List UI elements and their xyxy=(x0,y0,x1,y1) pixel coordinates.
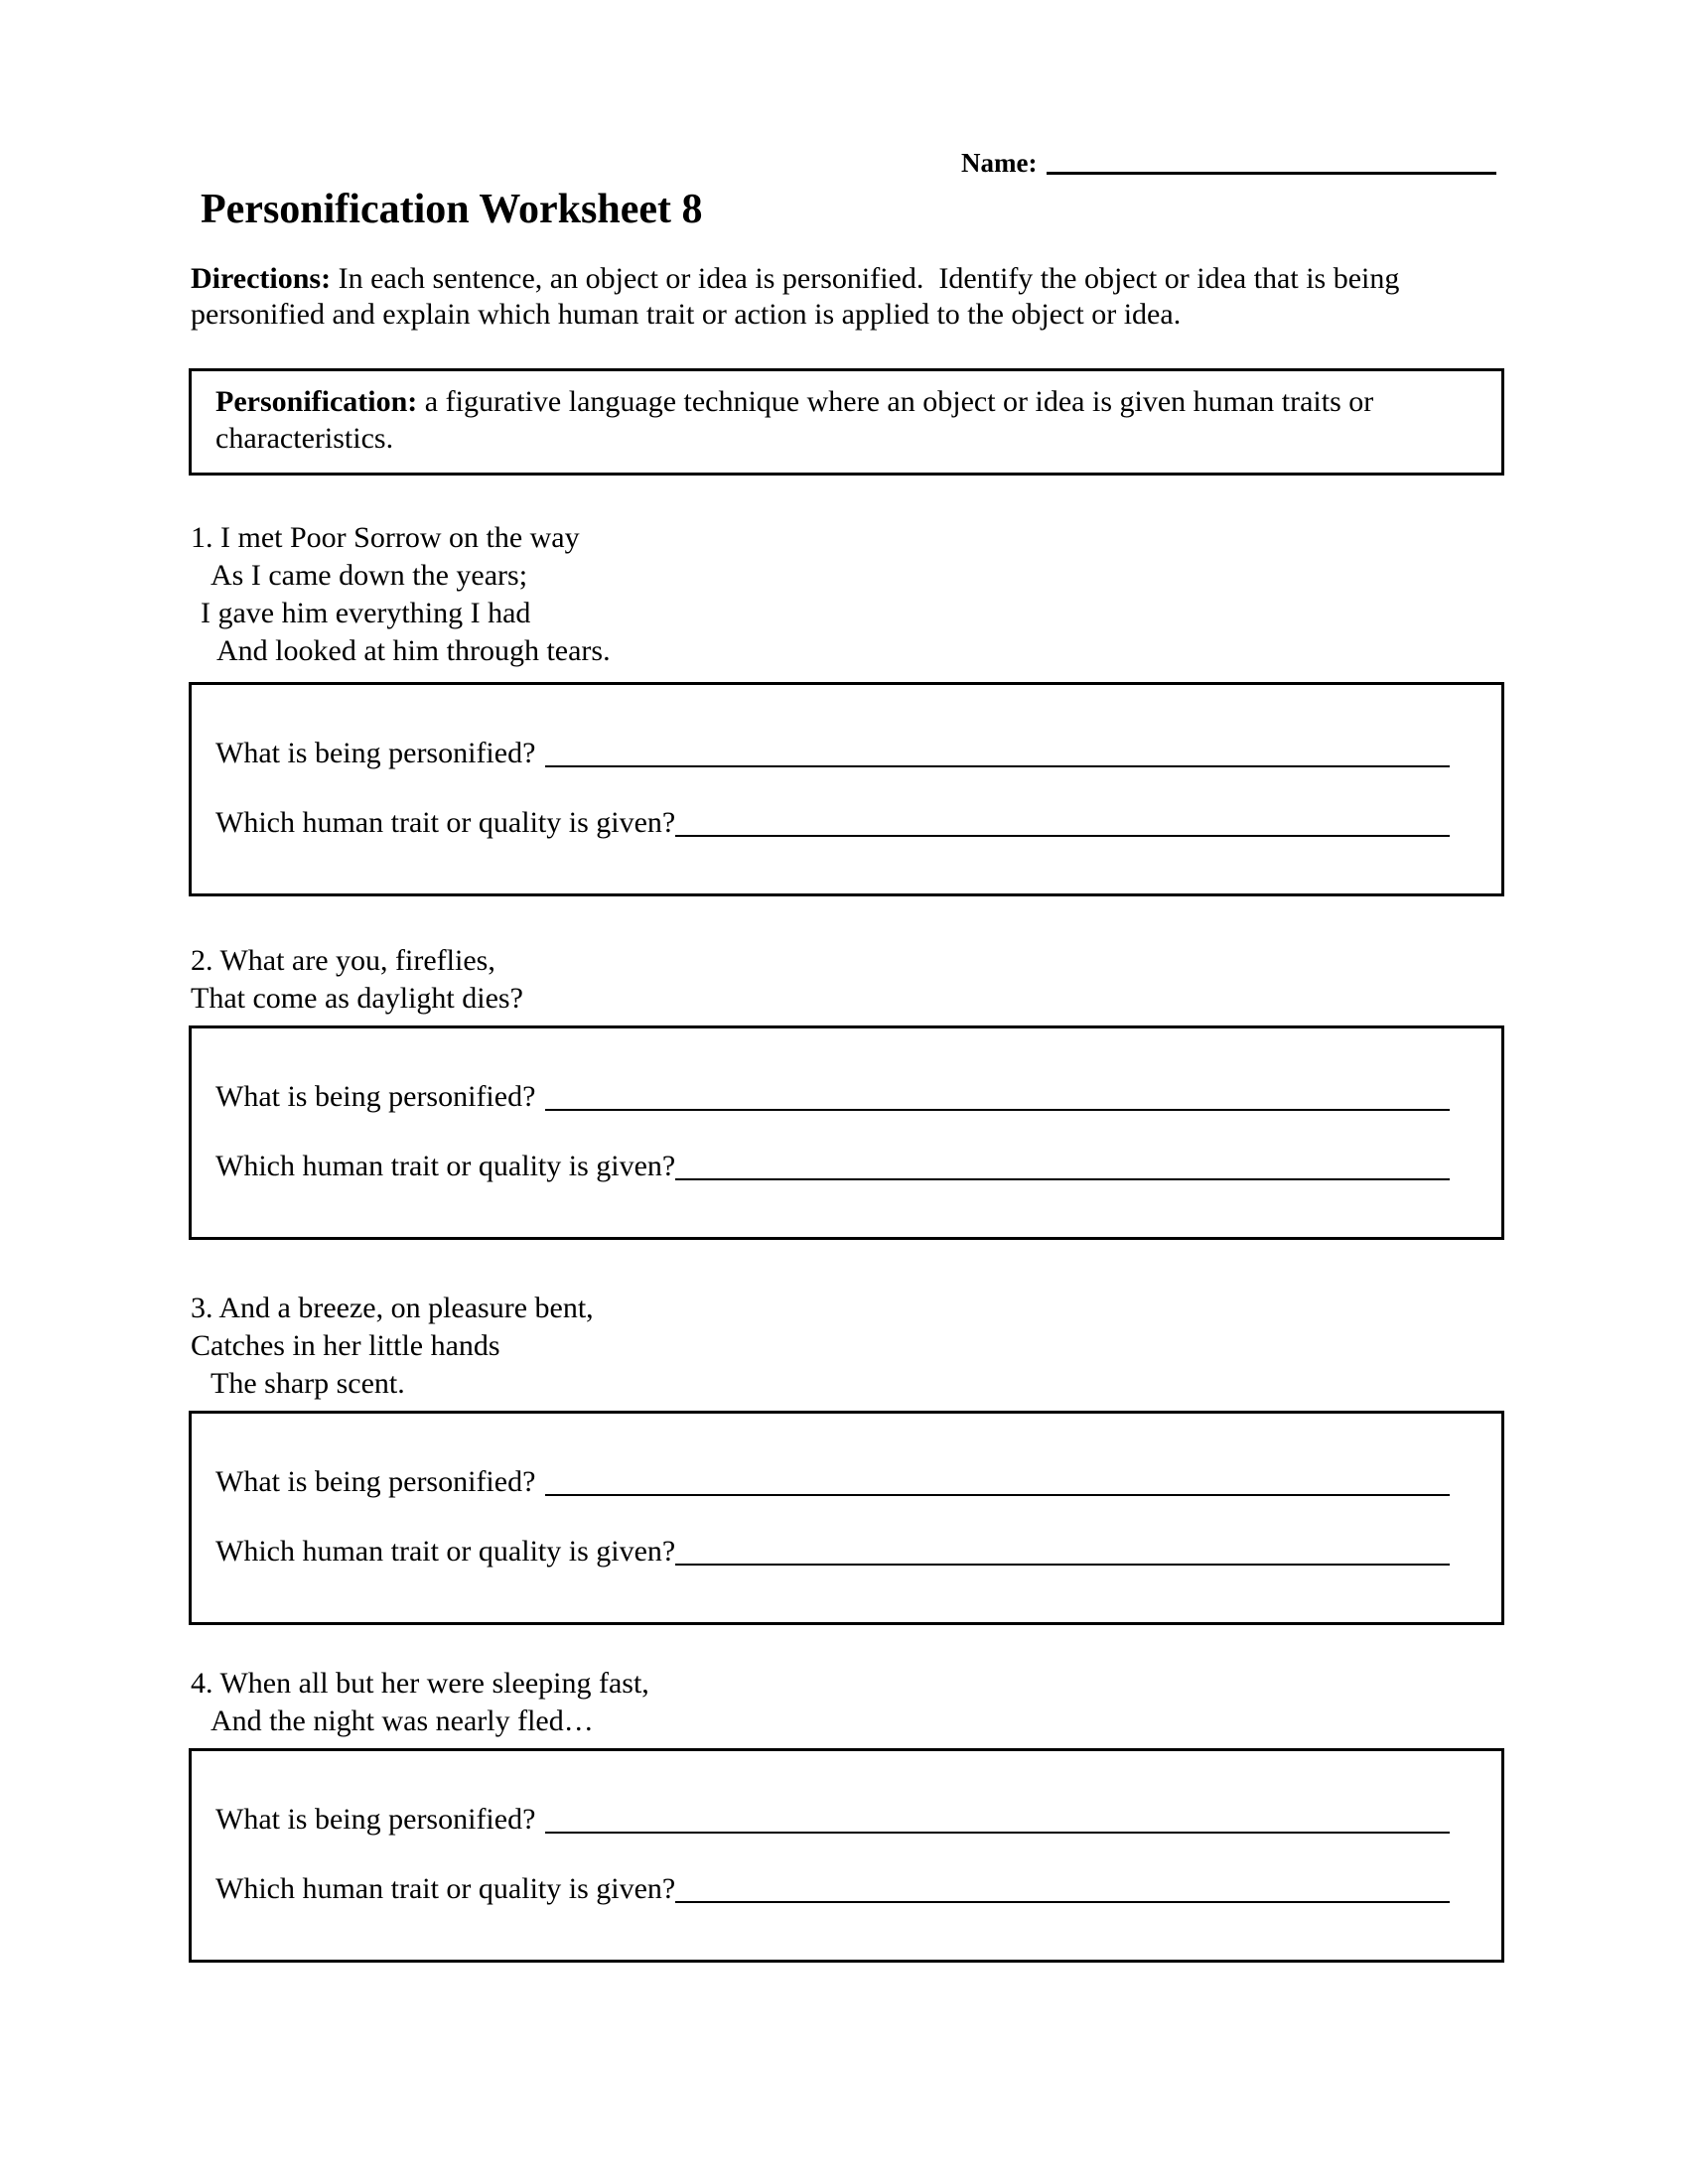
q4-trait-blank-line[interactable] xyxy=(675,1881,1450,1903)
question-2 xyxy=(191,942,1504,1018)
directions-text: In each sentence, an object or idea is personified. Identify the object or idea that is being personified and explain which human trait or action is applied to the object or idea. xyxy=(191,262,1407,332)
answer-row-personified xyxy=(215,735,1450,772)
question-3-line: Catches in her little hands xyxy=(191,1329,500,1363)
question-3-line: The sharp scent. xyxy=(211,1367,405,1401)
name-label: Name: xyxy=(961,148,1038,178)
question-4-line: And the night was nearly fled… xyxy=(211,1705,594,1738)
answer-row-trait xyxy=(215,1148,1450,1185)
page-title: Personification Worksheet 8 xyxy=(201,187,703,232)
answer-row-trait xyxy=(215,804,1450,842)
question-1-line: 1. I met Poor Sorrow on the way xyxy=(191,521,580,555)
name-row xyxy=(961,144,1504,178)
answer-row-trait xyxy=(215,1533,1450,1570)
q2-personified-blank-line[interactable] xyxy=(545,1089,1450,1111)
directions-paragraph xyxy=(191,261,1472,333)
question-3 xyxy=(191,1290,1504,1403)
question-4 xyxy=(191,1665,1504,1740)
definition-box xyxy=(189,368,1504,476)
definition-paragraph xyxy=(215,383,1472,457)
question-1-line: I gave him everything I had xyxy=(201,597,531,630)
q1-trait-blank-line[interactable] xyxy=(675,815,1450,837)
answer-box-3 xyxy=(189,1411,1504,1625)
answer-row-personified xyxy=(215,1463,1450,1501)
name-blank-line[interactable] xyxy=(1047,155,1496,175)
page-content xyxy=(0,144,1688,1963)
question-2-line: 2. What are you, fireflies, xyxy=(191,944,495,978)
definition-label: Personification: xyxy=(215,385,418,419)
personified-prompt: What is being personified? xyxy=(215,1803,536,1837)
q3-trait-blank-line[interactable] xyxy=(675,1544,1450,1566)
personified-prompt: What is being personified? xyxy=(215,737,536,770)
question-1-line: And looked at him through tears. xyxy=(216,634,611,668)
trait-prompt: Which human trait or quality is given? xyxy=(215,1150,676,1183)
definition-text: a figurative language technique where an object or idea is given human traits or characteristics. xyxy=(215,385,1381,456)
answer-row-personified xyxy=(215,1078,1450,1116)
answer-box-1 xyxy=(189,682,1504,896)
question-4-line: 4. When all but her were sleeping fast, xyxy=(191,1667,649,1701)
q3-personified-blank-line[interactable] xyxy=(545,1474,1450,1496)
q4-personified-blank-line[interactable] xyxy=(545,1812,1450,1834)
question-3-line: 3. And a breeze, on pleasure bent, xyxy=(191,1292,594,1325)
personified-prompt: What is being personified? xyxy=(215,1080,536,1114)
answer-row-personified xyxy=(215,1801,1450,1839)
q2-trait-blank-line[interactable] xyxy=(675,1159,1450,1180)
personified-prompt: What is being personified? xyxy=(215,1465,536,1499)
q1-personified-blank-line[interactable] xyxy=(545,746,1450,767)
trait-prompt: Which human trait or quality is given? xyxy=(215,1535,676,1569)
question-1-line: As I came down the years; xyxy=(211,559,528,593)
question-2-line: That come as daylight dies? xyxy=(191,982,523,1016)
answer-box-2 xyxy=(189,1025,1504,1240)
answer-box-4 xyxy=(189,1748,1504,1963)
directions-label: Directions: xyxy=(191,262,332,296)
question-1 xyxy=(191,519,1504,670)
trait-prompt: Which human trait or quality is given? xyxy=(215,1872,676,1906)
trait-prompt: Which human trait or quality is given? xyxy=(215,806,676,840)
answer-row-trait xyxy=(215,1870,1450,1908)
